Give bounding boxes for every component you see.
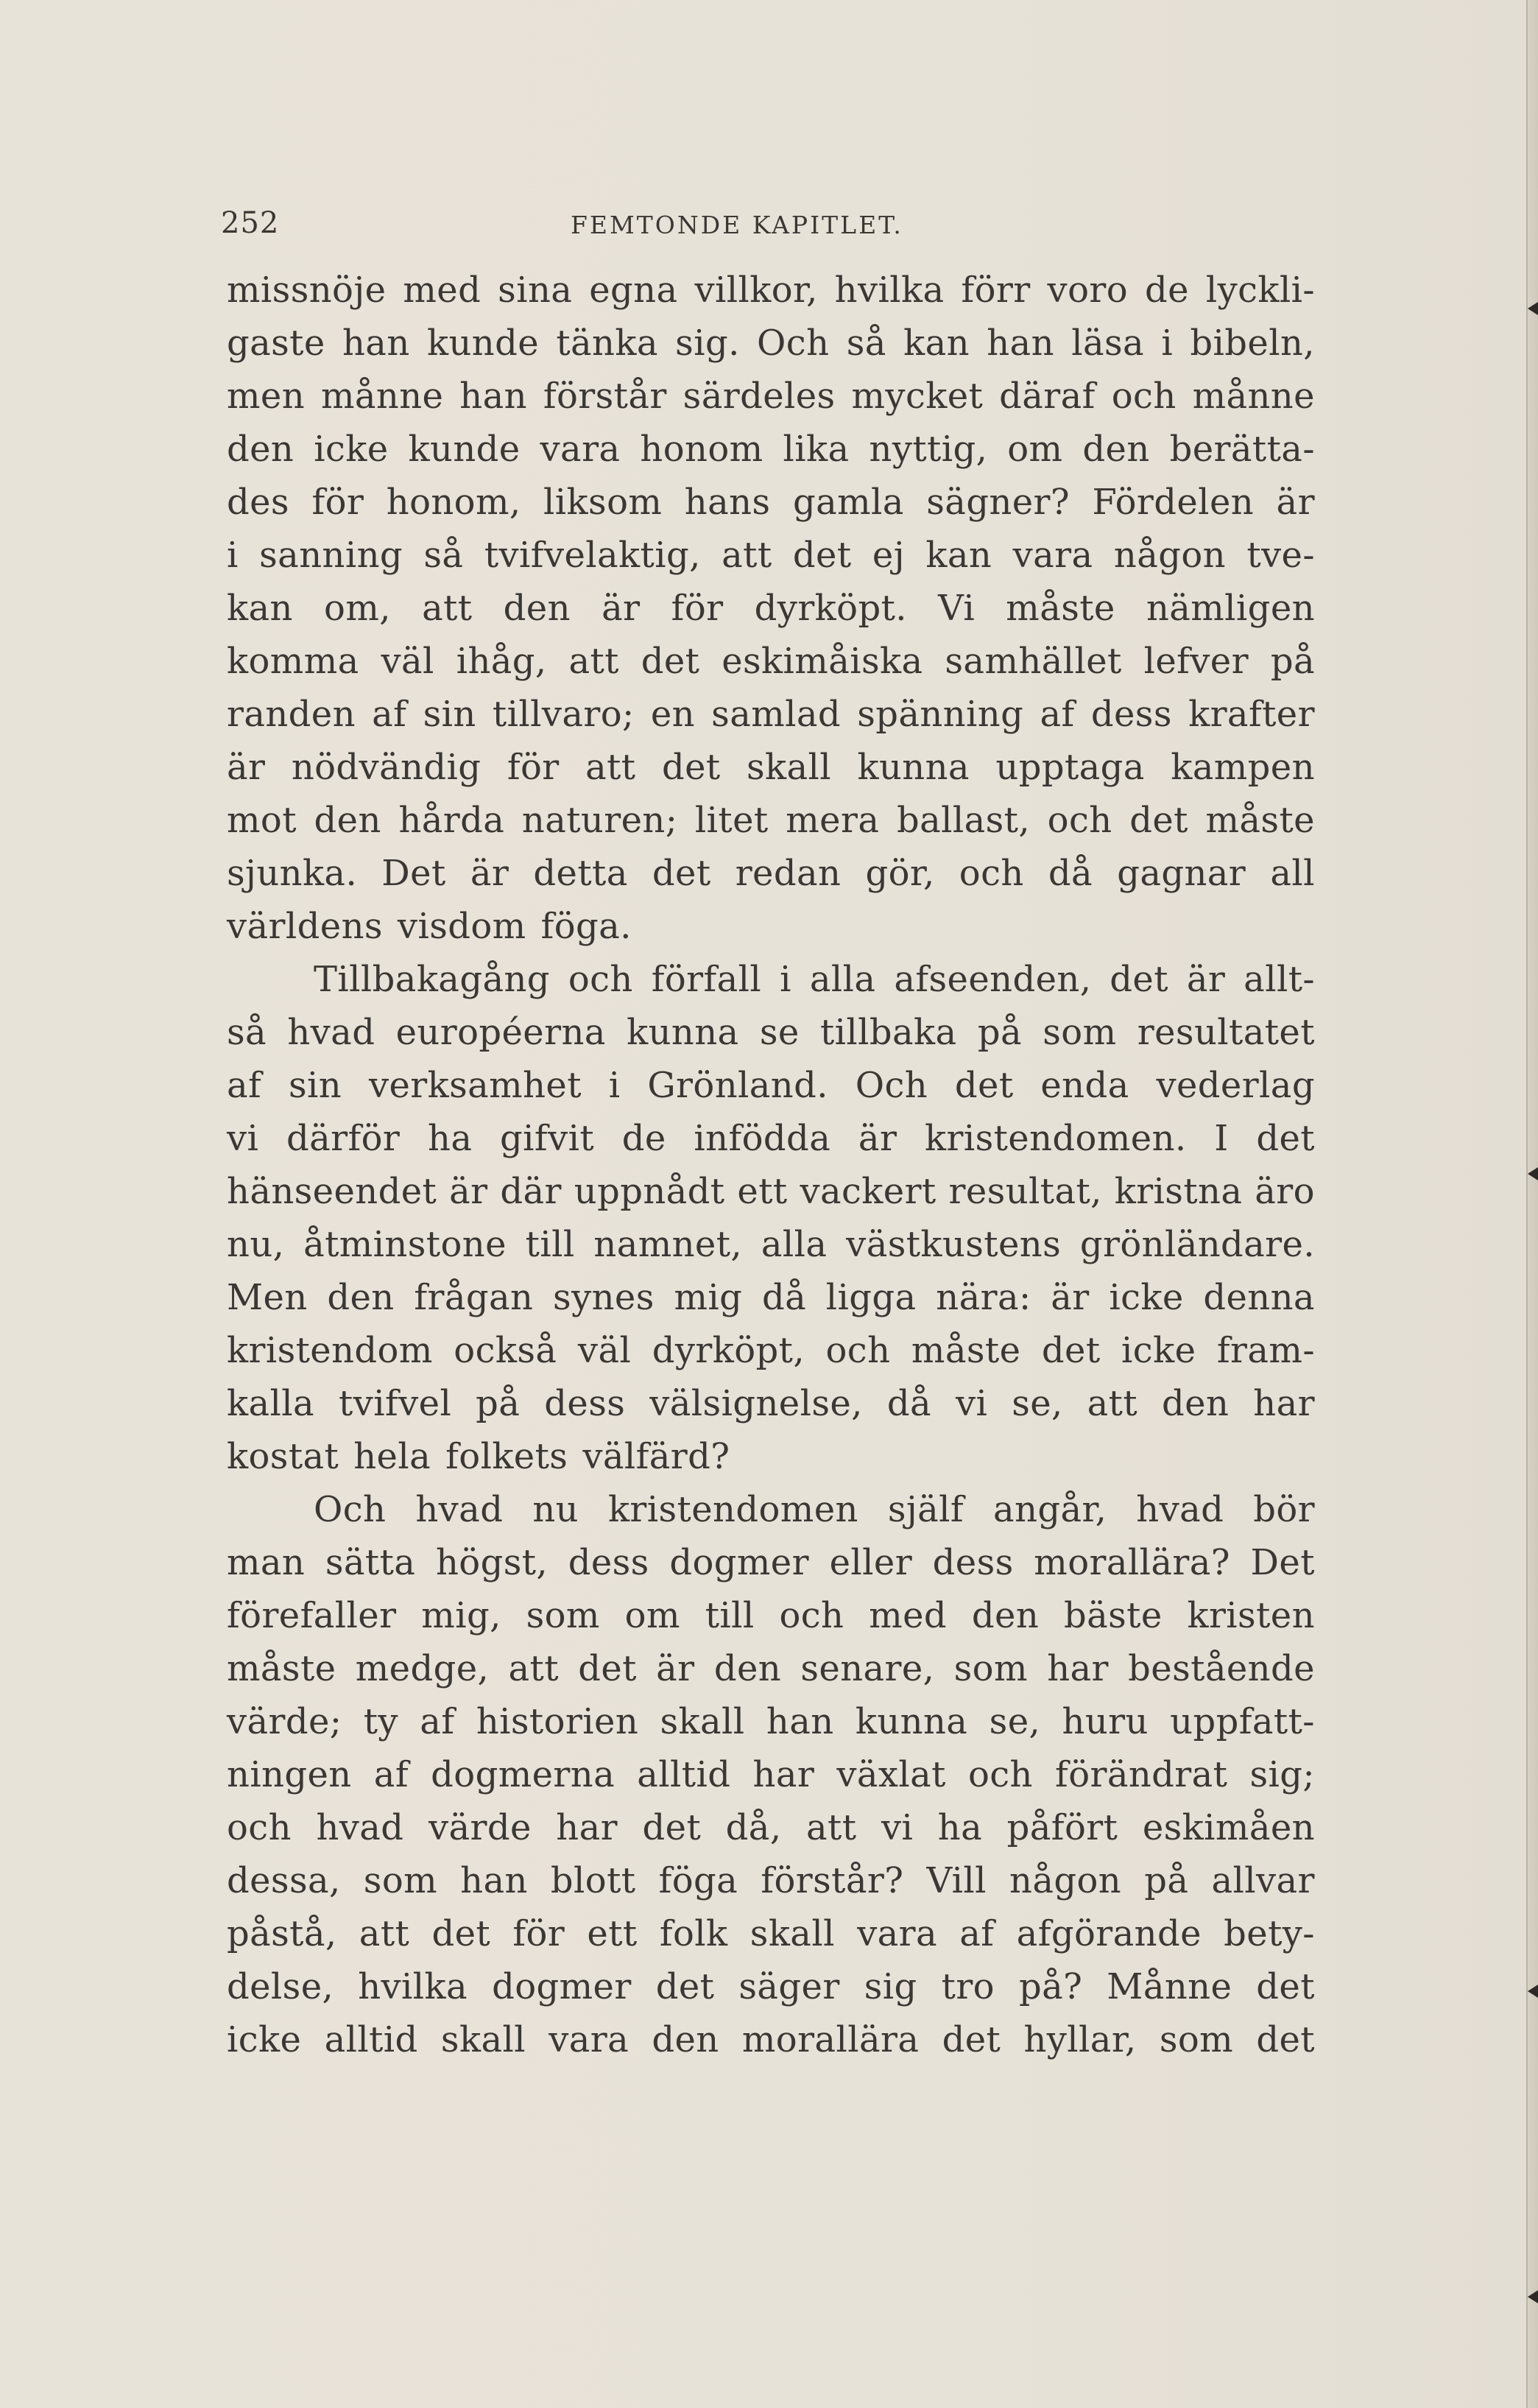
text-line: men månne han förstår särdeles mycket däraf och månne bbox=[227, 376, 1315, 417]
text-line: Tillbakagång och förfall i alla afseenden, det är allt- bbox=[314, 959, 1315, 1000]
text-line: världens visdom föga. bbox=[227, 906, 632, 947]
text-line: missnöje med sina egna villkor, hvilka förr voro de lyckli- bbox=[227, 270, 1315, 311]
text-line: kostat hela folkets välfärd? bbox=[227, 1436, 730, 1477]
text-line: så hvad européerna kunna se tillbaka på som resultatet bbox=[227, 1012, 1315, 1053]
edge-mark bbox=[1528, 302, 1538, 315]
text-line: komma väl ihåg, att det eskimåiska samhället lefver på bbox=[227, 641, 1315, 682]
text-line: man sätta högst, dess dogmer eller dess morallära? Det bbox=[227, 1542, 1315, 1583]
text-line: mot den hårda naturen; litet mera ballast, och det måste bbox=[227, 800, 1315, 841]
text-line: gaste han kunde tänka sig. Och så kan han läsa i bibeln, bbox=[227, 323, 1315, 364]
text-line: des för honom, liksom hans gamla sägner? Fördelen är bbox=[227, 482, 1315, 523]
text-line: måste medge, att det är den senare, som har bestående bbox=[227, 1648, 1315, 1689]
body-text bbox=[227, 264, 1315, 2066]
text-line: kristendom också väl dyrköpt, och måste det icke fram- bbox=[227, 1330, 1315, 1371]
text-line: ningen af dogmerna alltid har växlat och förändrat sig; bbox=[227, 1754, 1315, 1795]
edge-mark bbox=[1528, 2290, 1538, 2303]
text-line: hänseendet är där uppnådt ett vackert resultat, kristna äro bbox=[227, 1171, 1315, 1212]
text-line: värde; ty af historien skall han kunna se, huru uppfatt- bbox=[227, 1701, 1315, 1742]
text-line: är nödvändig för att det skall kunna upptaga kampen bbox=[227, 747, 1315, 788]
text-line: kan om, att den är för dyrköpt. Vi måste nämligen bbox=[227, 588, 1315, 629]
text-line: Och hvad nu kristendomen själf angår, hvad bör bbox=[314, 1489, 1315, 1530]
text-line: af sin verksamhet i Grönland. Och det enda vederlag bbox=[227, 1065, 1315, 1106]
text-line: dessa, som han blott föga förstår? Vill någon på allvar bbox=[227, 1860, 1315, 1901]
text-line: kalla tvifvel på dess välsignelse, då vi se, att den har bbox=[227, 1383, 1315, 1424]
text-line: icke alltid skall vara den morallära det hyllar, som det bbox=[227, 2019, 1315, 2060]
text-line: sjunka. Det är detta det redan gör, och då gagnar all bbox=[227, 853, 1315, 894]
text-line: Men den frågan synes mig då ligga nära: är icke denna bbox=[227, 1277, 1315, 1318]
edge-mark bbox=[1528, 1985, 1538, 1998]
text-line: den icke kunde vara honom lika nyttig, om den berätta- bbox=[227, 429, 1315, 470]
page-edge bbox=[1526, 0, 1538, 2408]
page-header bbox=[221, 206, 1318, 250]
page-number: 252 bbox=[221, 206, 280, 240]
running-head: FEMTONDE KAPITLET. bbox=[571, 211, 903, 239]
text-line: i sanning så tvifvelaktig, att det ej kan vara någon tve- bbox=[227, 535, 1315, 576]
text-line: påstå, att det för ett folk skall vara af afgörande bety- bbox=[227, 1913, 1315, 1954]
text-line: nu, åtminstone till namnet, alla västkustens grönländare. bbox=[227, 1224, 1315, 1265]
text-line: och hvad värde har det då, att vi ha påfört eskimåen bbox=[227, 1807, 1315, 1848]
text-line: vi därför ha gifvit de infödda är kristendomen. I det bbox=[227, 1118, 1315, 1159]
text-line: delse, hvilka dogmer det säger sig tro på? Månne det bbox=[227, 1966, 1315, 2007]
text-line: randen af sin tillvaro; en samlad spänning af dess krafter bbox=[227, 694, 1315, 735]
text-line: förefaller mig, som om till och med den bäste kristen bbox=[227, 1595, 1315, 1636]
edge-mark bbox=[1528, 1167, 1538, 1180]
